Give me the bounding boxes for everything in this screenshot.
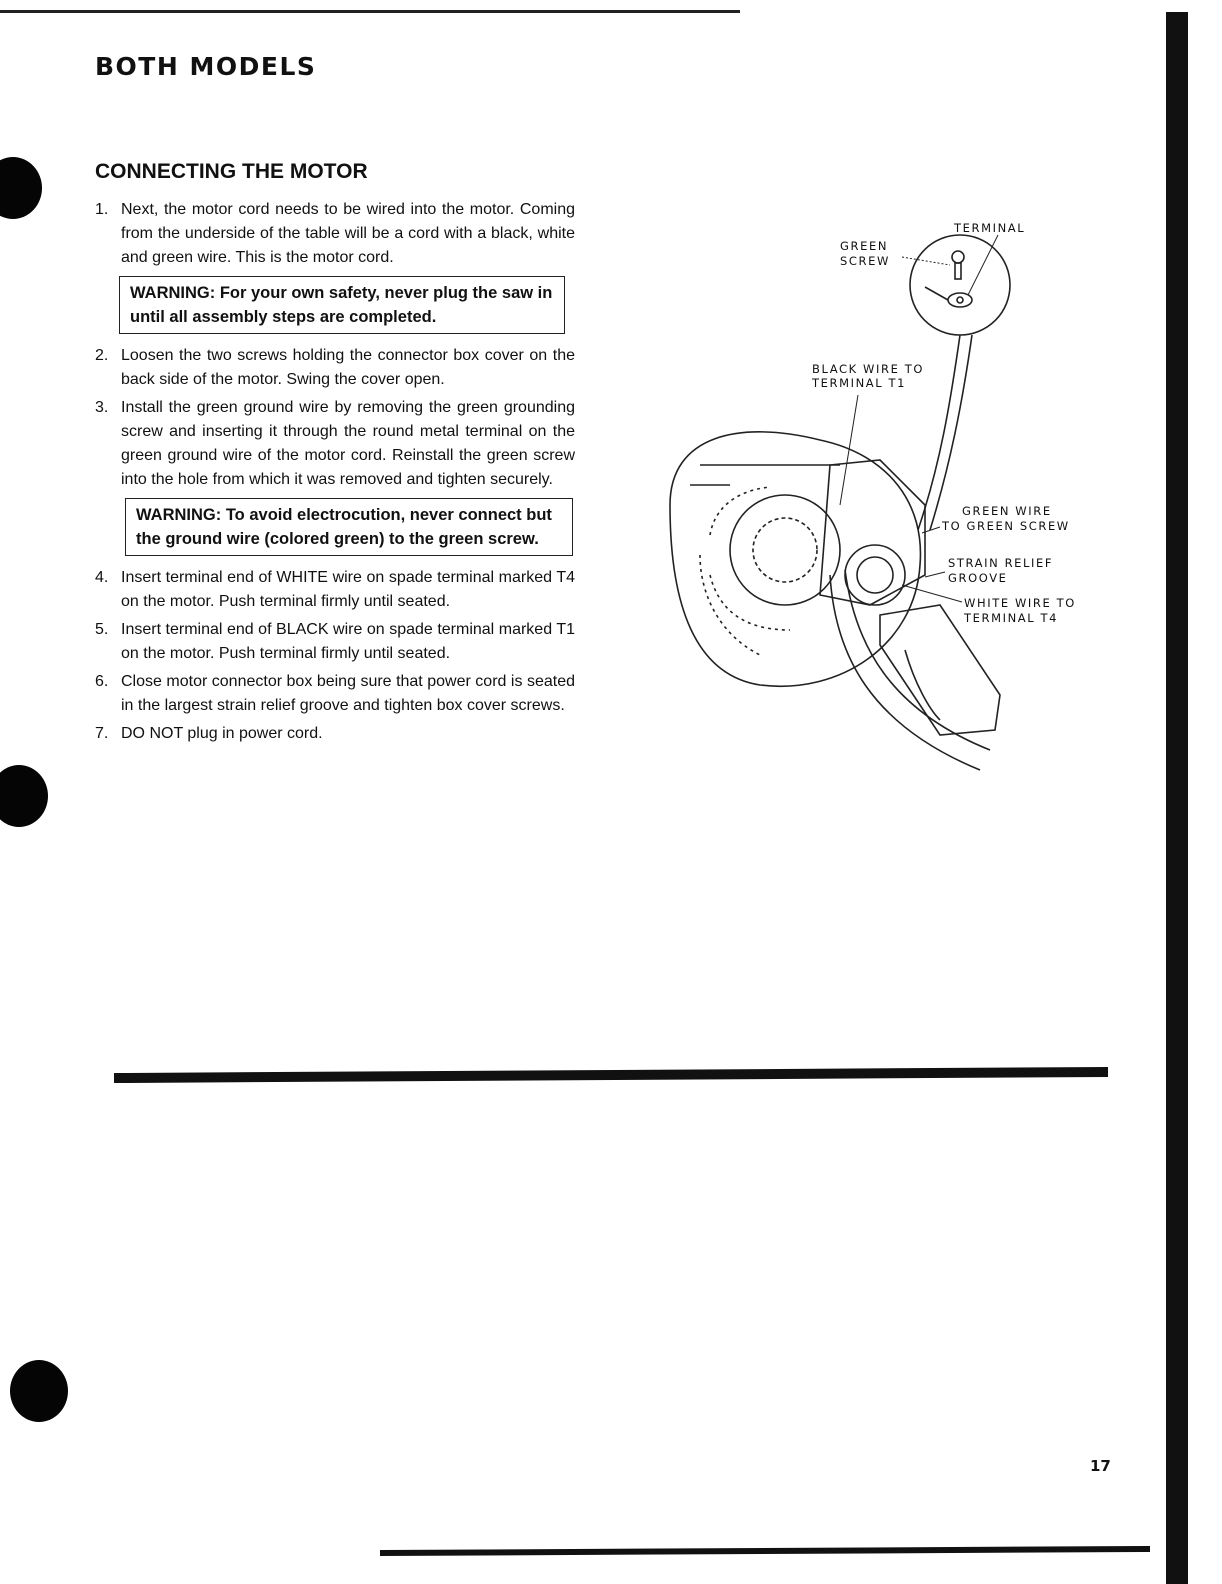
leader-strain-relief (925, 572, 945, 577)
leader-black-wire (840, 395, 858, 505)
leader-white-wire (902, 585, 962, 602)
step-4 (95, 566, 575, 614)
step-text: Install the green ground wire by removing the green grounding screw and inserting it through the round metal terminal on the green ground wire of the motor cord. Reinstall the green screw into the hole from which it was removed and tighten securely. (121, 399, 575, 488)
ring-terminal-hole (957, 297, 963, 303)
label-green-screw: GREEN (840, 239, 889, 253)
step-number: 6. (95, 673, 109, 690)
section-divider-rule (114, 1067, 1108, 1083)
binder-hole-bottom (10, 1360, 68, 1422)
step-text: Loosen the two screws holding the connector box cover on the back side of the motor. Swing the cover open. (121, 347, 575, 388)
step-7 (95, 722, 575, 746)
strain-relief-ring (845, 545, 905, 605)
label-black-wire: TERMINAL T1 (812, 376, 907, 390)
motor-vent-arc (710, 487, 770, 535)
label-white-wire: TERMINAL T4 (964, 611, 1059, 625)
step-number: 4. (95, 569, 109, 586)
strain-relief-ring (857, 557, 893, 593)
top-rule (0, 10, 740, 13)
binder-hole-top (0, 157, 42, 219)
leader-green-screw (902, 257, 950, 265)
instruction-list (95, 198, 575, 750)
motor-hub-inner (753, 518, 817, 582)
label-black-wire: BLACK WIRE TO (812, 362, 925, 376)
label-strain-relief: GROOVE (948, 571, 1008, 585)
step-5 (95, 618, 575, 666)
motor-wiring-diagram (640, 205, 1110, 805)
connector-box (820, 460, 925, 605)
step-number: 5. (95, 621, 109, 638)
step-3 (95, 396, 575, 492)
green-screw-shank (955, 263, 961, 279)
terminal-crimp (925, 287, 948, 300)
green-screw-head (952, 251, 964, 263)
page-edge-bar (1166, 12, 1188, 1584)
label-terminal: TERMINAL (954, 221, 1026, 235)
step-number: 3. (95, 399, 109, 416)
step-text: Insert terminal end of BLACK wire on spade terminal marked T1 on the motor. Push terminal firmly until seated. (121, 621, 575, 662)
warning-box-safety: WARNING: For your own safety, never plug the saw in until all assembly steps are completed. (119, 276, 565, 334)
step-2 (95, 344, 575, 392)
page-header: BOTH MODELS (95, 52, 317, 81)
step-number: 1. (95, 201, 109, 218)
page-number: 17 (1090, 1457, 1111, 1475)
step-number: 7. (95, 725, 109, 742)
label-strain-relief: STRAIN RELIEF (948, 556, 1054, 570)
step-text: Next, the motor cord needs to be wired into the motor. Coming from the underside of the table will be a cord with a black, white and green wire. This is the motor cord. (121, 201, 575, 266)
motor-vent-arc (700, 555, 760, 655)
motor-vent-arc (710, 575, 790, 630)
binder-hole-middle (0, 765, 48, 827)
label-green-wire: TO GREEN SCREW (942, 519, 1070, 533)
green-wire (930, 335, 972, 530)
step-1 (95, 198, 575, 270)
step-text: Insert terminal end of WHITE wire on spade terminal marked T4 on the motor. Push terminal firmly until seated. (121, 569, 575, 610)
bottom-edge-rule (380, 1546, 1150, 1556)
leader-terminal (968, 235, 998, 295)
section-title: CONNECTING THE MOTOR (95, 160, 368, 183)
step-text: Close motor connector box being sure that power cord is seated in the largest strain relief groove and tighten box cover screws. (121, 673, 575, 714)
step-number: 2. (95, 347, 109, 364)
step-6 (95, 670, 575, 718)
warning-box-electrocution: WARNING: To avoid electrocution, never connect but the ground wire (colored green) to the green screw. (125, 498, 573, 556)
step-text: DO NOT plug in power cord. (121, 725, 323, 742)
label-green-wire: GREEN WIRE (962, 504, 1052, 518)
label-white-wire: WHITE WIRE TO (964, 596, 1076, 610)
detail-magnifier (910, 235, 1010, 335)
label-green-screw: SCREW (840, 254, 890, 268)
